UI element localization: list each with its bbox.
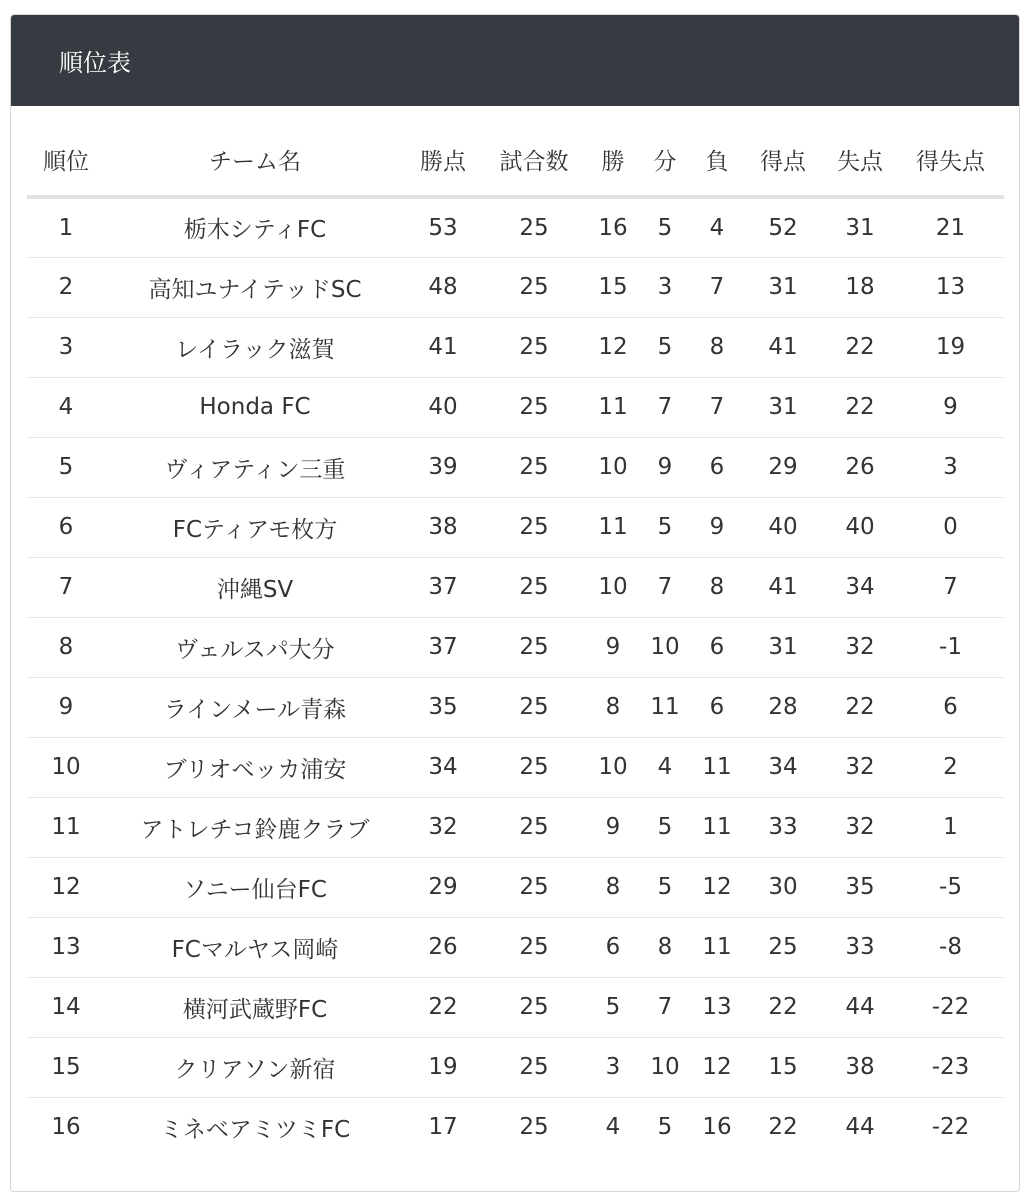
points-cell: 29 <box>405 857 481 917</box>
points-cell: 22 <box>405 977 481 1037</box>
column-header-wins: 勝 <box>587 123 639 197</box>
goals-against-cell: 34 <box>823 557 897 617</box>
wins-cell: 3 <box>587 1037 639 1097</box>
losses-cell: 6 <box>691 437 743 497</box>
team-name-cell: クリアソン新宿 <box>105 1037 405 1097</box>
table-row <box>27 797 1004 857</box>
column-header-goals-against: 失点 <box>823 123 897 197</box>
column-header-losses: 負 <box>691 123 743 197</box>
team-name-cell: レイラック滋賀 <box>105 317 405 377</box>
games-cell: 25 <box>481 437 587 497</box>
team-name-cell: ミネベアミツミFC <box>159 1116 351 1143</box>
team-name-cell: FCマルヤス岡崎 <box>105 917 405 977</box>
points-cell: 35 <box>405 677 481 737</box>
goal-diff-cell: -22 <box>931 1114 970 1141</box>
column-header-goals-for: 得点 <box>743 123 823 197</box>
losses-cell: 12 <box>691 1037 743 1097</box>
goals-for-cell: 31 <box>743 617 823 677</box>
goals-against-cell: 33 <box>823 917 897 977</box>
goals-against-cell: 35 <box>823 857 897 917</box>
table-row <box>27 1037 1004 1097</box>
table-row <box>27 257 1004 317</box>
table-row <box>27 557 1004 617</box>
points-cell: 39 <box>405 437 481 497</box>
wins-cell: 8 <box>587 677 639 737</box>
wins-cell: 10 <box>587 557 639 617</box>
rank-cell: 9 <box>27 677 105 737</box>
draws-cell: 3 <box>639 257 691 317</box>
draws-cell: 8 <box>639 917 691 977</box>
draws-cell: 9 <box>639 437 691 497</box>
wins-cell: 4 <box>605 1114 621 1141</box>
games-cell: 25 <box>481 677 587 737</box>
games-cell: 25 <box>481 497 587 557</box>
rank-cell: 14 <box>27 977 105 1037</box>
draws-cell: 7 <box>639 557 691 617</box>
team-name-cell: FCティアモ枚方 <box>105 497 405 557</box>
draws-cell: 5 <box>657 1114 673 1141</box>
goal-diff-cell: 7 <box>897 557 1004 617</box>
games-cell: 25 <box>481 317 587 377</box>
table-row <box>27 1097 1004 1157</box>
goals-against-cell: 44 <box>845 1114 875 1141</box>
points-cell: 19 <box>405 1037 481 1097</box>
goals-against-cell: 31 <box>823 197 897 257</box>
team-name-cell: ヴェルスパ大分 <box>105 617 405 677</box>
losses-cell: 8 <box>691 317 743 377</box>
losses-cell: 16 <box>702 1114 732 1141</box>
goals-for-cell: 52 <box>743 197 823 257</box>
table-row <box>27 917 1004 977</box>
goals-against-cell: 40 <box>823 497 897 557</box>
points-cell: 53 <box>405 197 481 257</box>
column-header-team: チーム名 <box>105 123 405 197</box>
games-cell: 25 <box>519 1114 549 1141</box>
goals-for-cell: 15 <box>743 1037 823 1097</box>
goals-for-cell: 28 <box>743 677 823 737</box>
goal-diff-cell: -1 <box>897 617 1004 677</box>
standings-body <box>27 197 1004 1157</box>
goals-against-cell: 38 <box>823 1037 897 1097</box>
rank-cell: 10 <box>27 737 105 797</box>
goals-against-cell: 22 <box>823 377 897 437</box>
wins-cell: 8 <box>587 857 639 917</box>
points-cell: 48 <box>405 257 481 317</box>
games-cell: 25 <box>481 257 587 317</box>
points-cell: 41 <box>405 317 481 377</box>
table-row <box>27 377 1004 437</box>
games-cell: 25 <box>481 977 587 1037</box>
points-cell: 37 <box>405 617 481 677</box>
rank-cell: 3 <box>27 317 105 377</box>
draws-cell: 11 <box>639 677 691 737</box>
rank-cell: 8 <box>27 617 105 677</box>
losses-cell: 12 <box>691 857 743 917</box>
games-cell: 25 <box>481 557 587 617</box>
team-name-cell: アトレチコ鈴鹿クラブ <box>105 797 405 857</box>
losses-cell: 11 <box>691 737 743 797</box>
team-name-cell: 横河武蔵野FC <box>105 977 405 1037</box>
goals-against-cell: 32 <box>823 737 897 797</box>
games-cell: 25 <box>481 857 587 917</box>
wins-cell: 10 <box>587 437 639 497</box>
standings-card <box>10 14 1020 1192</box>
team-name-cell: ソニー仙台FC <box>105 857 405 917</box>
goals-for-cell: 31 <box>743 257 823 317</box>
games-cell: 25 <box>481 737 587 797</box>
goals-against-cell: 44 <box>823 977 897 1037</box>
goals-for-cell: 41 <box>743 317 823 377</box>
goal-diff-cell: 3 <box>897 437 1004 497</box>
table-row <box>27 677 1004 737</box>
losses-cell: 11 <box>691 917 743 977</box>
table-header-row <box>27 123 1004 197</box>
page-title: 順位表 <box>59 49 131 77</box>
points-cell: 40 <box>405 377 481 437</box>
column-header-points: 勝点 <box>405 123 481 197</box>
team-name-cell: 沖縄SV <box>105 557 405 617</box>
column-header-draws: 分 <box>639 123 691 197</box>
column-header-games: 試合数 <box>481 123 587 197</box>
games-cell: 25 <box>481 917 587 977</box>
draws-cell: 7 <box>639 977 691 1037</box>
losses-cell: 11 <box>691 797 743 857</box>
goal-diff-cell: 1 <box>897 797 1004 857</box>
rank-cell: 12 <box>27 857 105 917</box>
goal-diff-cell: 0 <box>897 497 1004 557</box>
table-row <box>27 437 1004 497</box>
goals-against-cell: 22 <box>823 677 897 737</box>
losses-cell: 8 <box>691 557 743 617</box>
wins-cell: 9 <box>587 617 639 677</box>
table-row <box>27 977 1004 1037</box>
wins-cell: 9 <box>587 797 639 857</box>
goal-diff-cell: 13 <box>897 257 1004 317</box>
wins-cell: 10 <box>587 737 639 797</box>
games-cell: 25 <box>481 197 587 257</box>
goal-diff-cell: -23 <box>897 1037 1004 1097</box>
losses-cell: 6 <box>691 617 743 677</box>
draws-cell: 5 <box>639 497 691 557</box>
rank-cell: 4 <box>27 377 105 437</box>
wins-cell: 5 <box>587 977 639 1037</box>
wins-cell: 11 <box>587 497 639 557</box>
losses-cell: 6 <box>691 677 743 737</box>
points-cell: 34 <box>405 737 481 797</box>
losses-cell: 13 <box>691 977 743 1037</box>
goals-for-cell: 34 <box>743 737 823 797</box>
wins-cell: 15 <box>587 257 639 317</box>
wins-cell: 11 <box>587 377 639 437</box>
draws-cell: 7 <box>639 377 691 437</box>
goals-against-cell: 32 <box>823 797 897 857</box>
table-row <box>27 857 1004 917</box>
rank-cell: 2 <box>27 257 105 317</box>
draws-cell: 5 <box>639 197 691 257</box>
points-cell: 17 <box>428 1114 458 1141</box>
goals-for-cell: 22 <box>768 1114 798 1141</box>
team-name-cell: ラインメール青森 <box>105 677 405 737</box>
table-row <box>27 737 1004 797</box>
losses-cell: 7 <box>691 377 743 437</box>
wins-cell: 6 <box>587 917 639 977</box>
wins-cell: 16 <box>587 197 639 257</box>
table-row <box>27 317 1004 377</box>
losses-cell: 9 <box>691 497 743 557</box>
goals-for-cell: 41 <box>743 557 823 617</box>
standings-header <box>11 15 1019 106</box>
draws-cell: 4 <box>639 737 691 797</box>
draws-cell: 10 <box>639 617 691 677</box>
draws-cell: 5 <box>639 857 691 917</box>
column-header-goal-diff: 得失点 <box>897 123 1004 197</box>
points-cell: 38 <box>405 497 481 557</box>
goals-for-cell: 30 <box>743 857 823 917</box>
team-name-cell: ヴィアティン三重 <box>105 437 405 497</box>
rank-cell: 15 <box>27 1037 105 1097</box>
rank-cell: 6 <box>27 497 105 557</box>
goal-diff-cell: -8 <box>897 917 1004 977</box>
goals-against-cell: 22 <box>823 317 897 377</box>
rank-cell: 16 <box>51 1114 81 1141</box>
games-cell: 25 <box>481 617 587 677</box>
losses-cell: 4 <box>691 197 743 257</box>
draws-cell: 5 <box>639 317 691 377</box>
goals-for-cell: 25 <box>743 917 823 977</box>
draws-cell: 5 <box>639 797 691 857</box>
goal-diff-cell: 6 <box>897 677 1004 737</box>
points-cell: 26 <box>405 917 481 977</box>
rank-cell: 11 <box>27 797 105 857</box>
team-name-cell: 栃木シティFC <box>105 197 405 257</box>
goals-for-cell: 22 <box>743 977 823 1037</box>
goals-for-cell: 29 <box>743 437 823 497</box>
goals-against-cell: 26 <box>823 437 897 497</box>
goal-diff-cell: -5 <box>897 857 1004 917</box>
losses-cell: 7 <box>691 257 743 317</box>
wins-cell: 12 <box>587 317 639 377</box>
goals-for-cell: 31 <box>743 377 823 437</box>
rank-cell: 1 <box>27 197 105 257</box>
goals-for-cell: 40 <box>743 497 823 557</box>
games-cell: 25 <box>481 377 587 437</box>
goal-diff-cell: -22 <box>897 977 1004 1037</box>
points-cell: 37 <box>405 557 481 617</box>
team-name-cell: Honda FC <box>105 377 405 437</box>
goal-diff-cell: 19 <box>897 317 1004 377</box>
games-cell: 25 <box>481 1037 587 1097</box>
team-name-cell: 高知ユナイテッドSC <box>105 257 405 317</box>
goals-against-cell: 32 <box>823 617 897 677</box>
team-name-cell: ブリオベッカ浦安 <box>105 737 405 797</box>
goal-diff-cell: 21 <box>897 197 1004 257</box>
column-header-rank: 順位 <box>27 123 105 197</box>
goals-against-cell: 18 <box>823 257 897 317</box>
rank-cell: 7 <box>27 557 105 617</box>
table-row <box>27 617 1004 677</box>
goal-diff-cell: 9 <box>897 377 1004 437</box>
draws-cell: 10 <box>639 1037 691 1097</box>
games-cell: 25 <box>481 797 587 857</box>
goals-for-cell: 33 <box>743 797 823 857</box>
rank-cell: 13 <box>27 917 105 977</box>
table-row <box>27 197 1004 257</box>
goal-diff-cell: 2 <box>897 737 1004 797</box>
table-row <box>27 497 1004 557</box>
standings-table <box>27 123 1004 1157</box>
points-cell: 32 <box>405 797 481 857</box>
rank-cell: 5 <box>27 437 105 497</box>
